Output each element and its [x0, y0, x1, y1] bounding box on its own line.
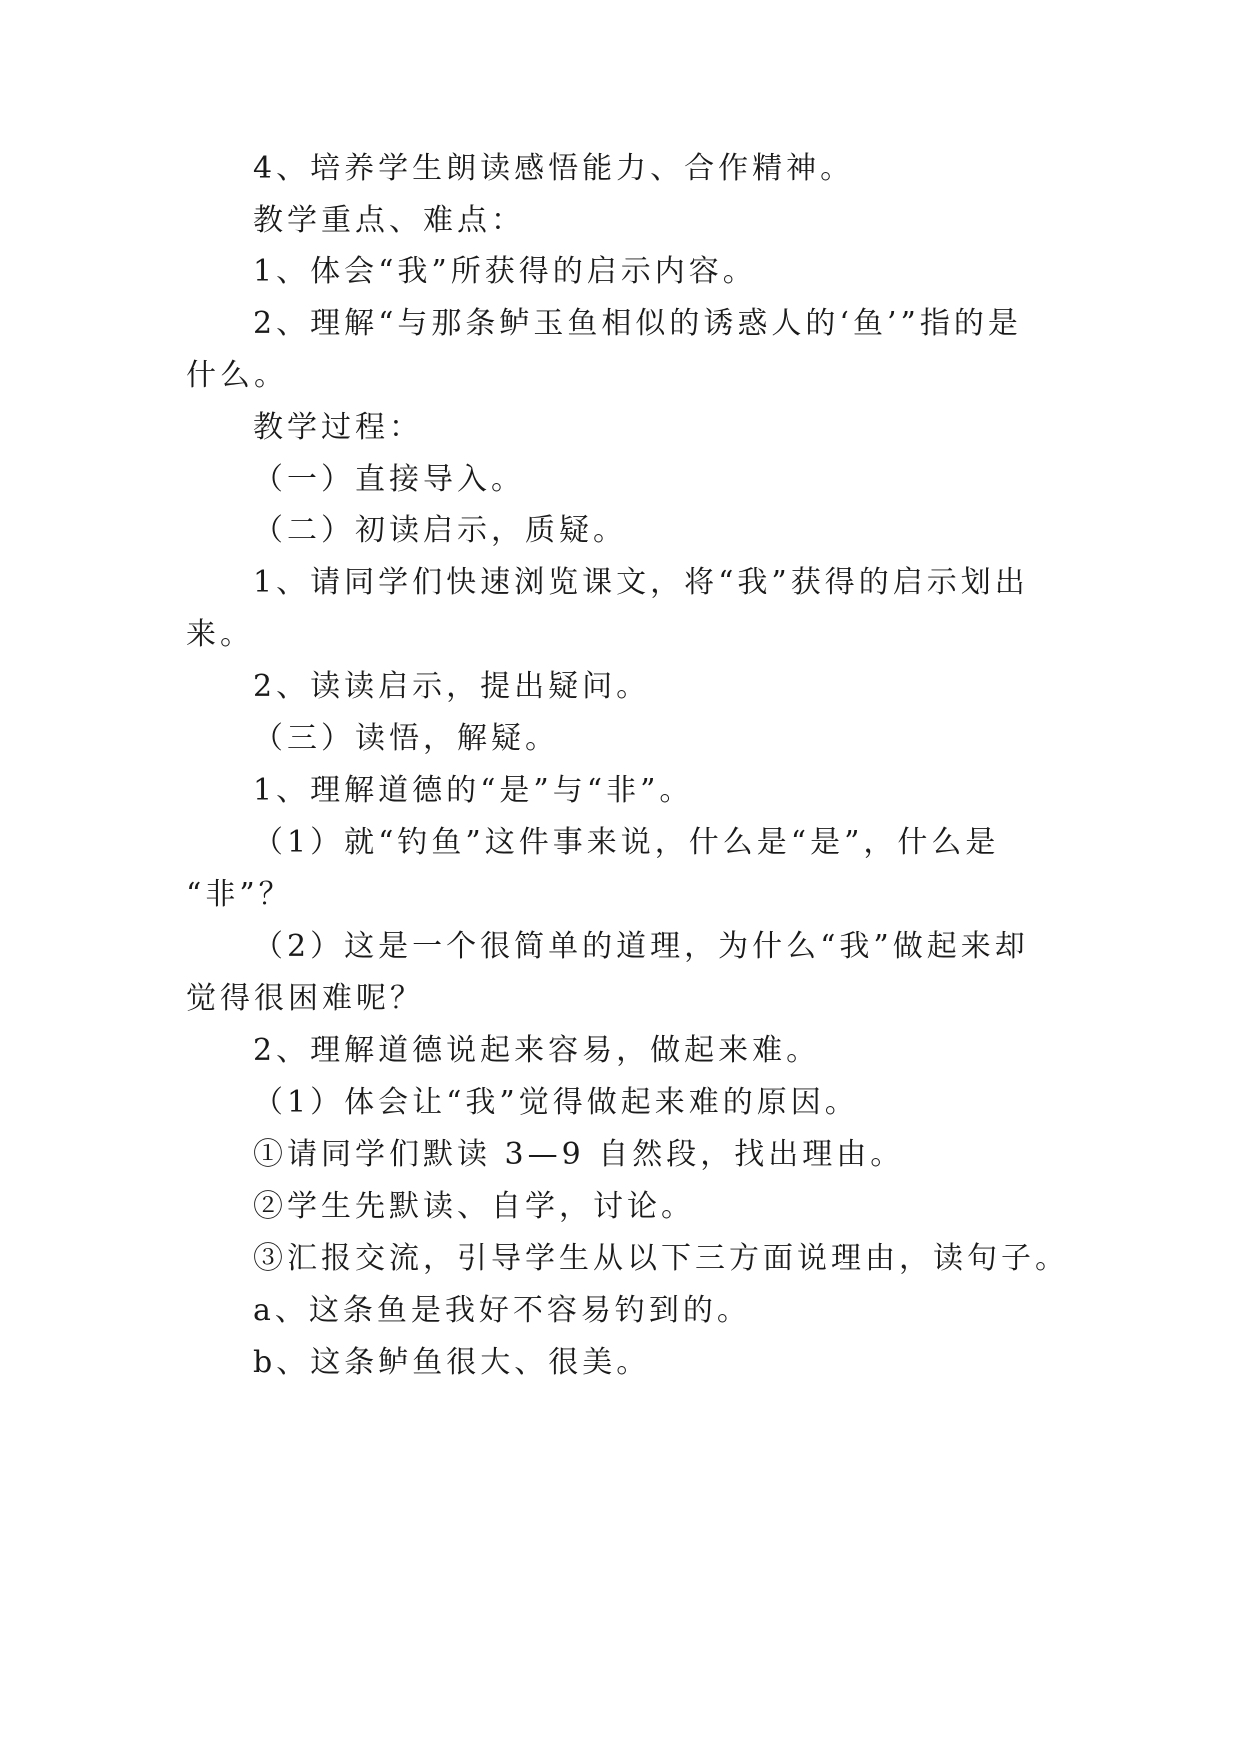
text-line-continuation: “非”？ [186, 877, 293, 912]
text-line: ①请同学们默读 3—9 自然段，找出理由。 [253, 1137, 905, 1172]
section-heading: 教学重点、难点： [253, 203, 525, 238]
text-line: b、这条鲈鱼很大、很美。 [253, 1345, 651, 1380]
text-line: 1、请同学们快速浏览课文，将“我”获得的启示划出 [253, 565, 1029, 600]
section-heading: 教学过程： [253, 410, 423, 445]
text-line-continuation: 觉得很困难呢？ [186, 981, 424, 1016]
text-line: 1、理解道德的“是”与“非”。 [253, 773, 694, 808]
text-line: 2、理解道德说起来容易，做起来难。 [253, 1033, 821, 1068]
text-line-continuation: 什么。 [186, 358, 288, 393]
text-line: （1）体会让“我”觉得做起来难的原因。 [253, 1085, 859, 1120]
text-line-continuation: 来。 [186, 617, 254, 652]
text-line: 1、体会“我”所获得的启示内容。 [253, 254, 757, 289]
text-line: （二）初读启示，质疑。 [253, 513, 627, 548]
text-line: （2）这是一个很简单的道理，为什么“我”做起来却 [253, 929, 1029, 964]
text-line: ②学生先默读、自学，讨论。 [253, 1189, 695, 1224]
text-line: 4、培养学生朗读感悟能力、合作精神。 [253, 151, 855, 186]
text-line: ③汇报交流，引导学生从以下三方面说理由，读句子。 [253, 1241, 1069, 1276]
text-line: a、这条鱼是我好不容易钓到的。 [253, 1293, 751, 1328]
text-line: 2、读读启示，提出疑问。 [253, 669, 651, 704]
text-line: （一）直接导入。 [253, 462, 525, 497]
text-line: （三）读悟，解疑。 [253, 721, 559, 756]
text-line: 2、理解“与那条鲈玉鱼相似的诱惑人的‘鱼’”指的是 [253, 306, 1022, 341]
text-line: （1）就“钓鱼”这件事来说，什么是“是”，什么是 [253, 825, 1000, 860]
